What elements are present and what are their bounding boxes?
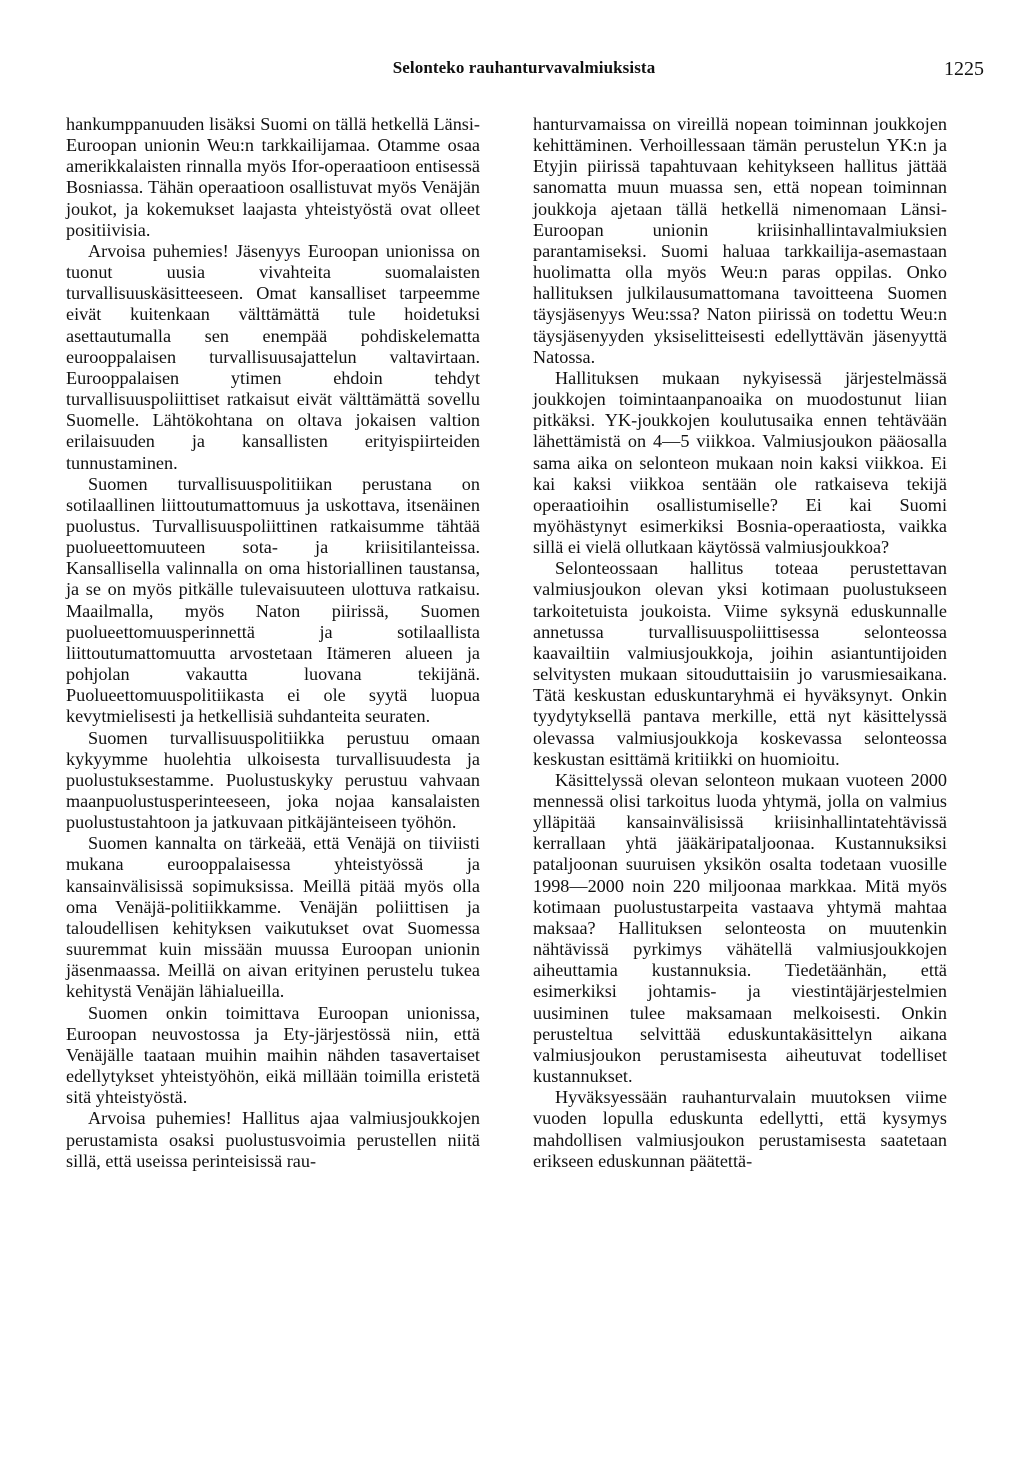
page-header: [64, 58, 984, 86]
paragraph: Suomen turvallisuuspolitiikka perustuu omaan kykyymme huolehtia ulkoisesta turvallisuudesta ja puolustuksestamme. Puolustuskyky perustuu vahvaan maanpuolustusperinteeseen, joka nojaa kansalaisten puolustustahtoon ja jatkuvaan pitkäjänteiseen työhön.: [66, 727, 480, 833]
paragraph: Arvoisa puhemies! Jäsenyys Euroopan unionissa on tuonut uusia vivahteita suomalaisten turvallisuuskäsitteeseen. Omat kansalliset tarpeemme eivät kuitenkaan välttämättä tule hoidetuksi asettautumalla sen enempää pohdiskelematta eurooppalaisen turvallisuusajattelun valtavirtaan. Eurooppalaisen ytimen ehdoin tehdyt turvallisuuspoliittiset ratkaisut eivät välttämättä sovellu Suomelle. Lähtökohtana on oltava jokaisen valtion erilaisuuden ja kansallisten erityispiirteiden tunnustaminen.: [66, 240, 480, 473]
left-column: [66, 114, 480, 1172]
paragraph: Suomen onkin toimittava Euroopan unionissa, Euroopan neuvostossa ja Ety-järjestössä niin, että Venäjälle taataan muihin maihin nähden tasavertaiset edellytykset yhteistyöhön, eikä millään toimilla eristetä sitä yhteistyöstä.: [66, 1002, 480, 1108]
paragraph: Selonteossaan hallitus toteaa perustettavan valmiusjoukon olevan yksi kotimaan puolustukseen tarkoitetuista joukoista. Viime syksynä eduskunnalle annetussa turvallisuuspoliittisessa selonteossa kaavailtiin valmiusjoukkoja, joihin asiantuntijoiden selvitysten mukaan sitouduttaisiin jo varusmiesaikana. Tätä keskustan eduskuntaryhmä ei hyväksynyt. Onkin tyydytyksellä pantava merkille, että nyt käsittelyssä olevassa valmiusjoukkoja koskevassa selonteossa keskustan esittämä kritiikki on huomioitu.: [533, 558, 947, 769]
page-number: 1225: [944, 58, 984, 80]
paragraph: hanturvamaissa on vireillä nopean toiminnan joukkojen kehittäminen. Verhoillessaan tämän perustelun YK:n ja Etyjin piirissä tapahtuvaan kehitykseen hallitus jättää sanomatta muun muassa sen, että nopean toiminnan joukkoja ajetaan tällä hetkellä nimenomaan Länsi-Euroopan unionin kriisinhallintavalmiuksien parantamiseksi. Suomi haluaa tarkkailija-asemastaan huolimatta olla myös Weu:n paras oppilas. Onko hallituksen julkilausumattomana tavoitteena Suomen täysjäsenyys Weu:ssa? Naton piirissä on todettu Weu:n täysjäsenyyden yksiselitteisesti edellyttävän jäsenyyttä Natossa.: [533, 114, 947, 367]
running-title: Selonteko rauhanturvavalmiuksista: [392, 58, 656, 77]
paragraph: Käsittelyssä olevan selonteon mukaan vuoteen 2000 mennessä olisi tarkoitus luoda yhtymä, jolla on valmius ylläpitää kansainvälisissä kriisinhallintatehtävissä kerrallaan yhtä jääkäripataljoonaa. Kustannuksiksi pataljoonan suuruisen yksikön osalta todetaan vuosille 1998—2000 noin 220 miljoonaa markkaa. Mitä myös kotimaan puolustustarpeita vastaava yhtymä mahtaa maksaa? Hallituksen selonteosta on muutenkin nähtävissä pyrkimys vähätellä valmiusjoukkojen aiheuttamia kustannuksia. Tiedetäänhän, että esimerkiksi johtamis- ja viestintäjärjestelmien uusiminen tulee maksamaan melkoisesti. Onkin perusteltua selvittää eduskuntakäsittelyn aikana valmiusjoukon perustamisesta aiheutuvat todelliset kustannukset.: [533, 769, 947, 1087]
paragraph: Hallituksen mukaan nykyisessä järjestelmässä joukkojen toimintaanpanoaika on muodostunut liian pitkäksi. YK-joukkojen koulutusaika ennen tehtävään lähettämistä on 4—5 viikkoa. Valmiusjoukon pääosalla sama aika on selonteon mukaan noin kaksi viikkoa. Ei kai kaksi viikkoa sentään ole ratkaiseva tekijä operaatioihin osallistumiselle? Ei kai Suomi myöhästynyt esimerkiksi Bosnia-operaatiosta, vaikka sillä ei vielä ollutkaan käytössä valmiusjoukkoa?: [533, 367, 947, 558]
paragraph: Hyväksyessään rauhanturvalain muutoksen viime vuoden lopulla eduskunta edellytti, että kysymys mahdollisen valmiusjoukon perustamisesta saatetaan erikseen eduskunnan päätettä-: [533, 1087, 947, 1171]
paragraph: hankumppanuuden lisäksi Suomi on tällä hetkellä Länsi-Euroopan unionin Weu:n tarkkailijamaa. Otamme osaa amerikkalaisten rinnalla myös Ifor-operaatioon entisessä Bosniassa. Tähän operaatioon osallistuvat myös Venäjän joukot, ja kokemukset laajasta yhteistyöstä ovat olleet positiivisia.: [66, 114, 480, 240]
paragraph: Suomen turvallisuuspolitiikan perustana on sotilaallinen liittoutumattomuus ja uskottava, itsenäinen puolustus. Turvallisuuspoliittinen ratkaisumme tähtää puolueettomuuteen sota- ja kriisitilanteissa. Kansallisella valinnalla on oma historiallinen taustansa, ja se on myös pitkälle tulevaisuuteen ulottuva ratkaisu. Maailmalla, myös Naton piirissä, Suomen puolueettomuusperinnettä ja sotilaallista liittoutumattomuutta arvostetaan Itämeren alueen ja pohjolan vakautta luovana tekijänä. Puolueettomuuspolitiikasta ei ole syytä luopua kevytmielisesti ja hetkellisiä suhdanteita seuraten.: [66, 473, 480, 727]
paragraph: Arvoisa puhemies! Hallitus ajaa valmiusjoukkojen perustamista osaksi puolustusvoimia perustellen niitä sillä, että useissa perinteisissä rau-: [66, 1108, 480, 1171]
right-column: [533, 114, 947, 1172]
paragraph: Suomen kannalta on tärkeää, että Venäjä on tiiviisti mukana eurooppalaisessa yhteistyössä ja kansainvälisissä sopimuksissa. Meillä pitää myös olla oma Venäjä-politiikkamme. Venäjän poliittisen ja taloudellisen kehityksen vaikutukset ovat Suomessa suuremmat kuin missään muussa Euroopan unionin jäsenmaassa. Meillä on aivan erityinen perustelu tukea kehitystä Venäjän lähialueilla.: [66, 833, 480, 1002]
